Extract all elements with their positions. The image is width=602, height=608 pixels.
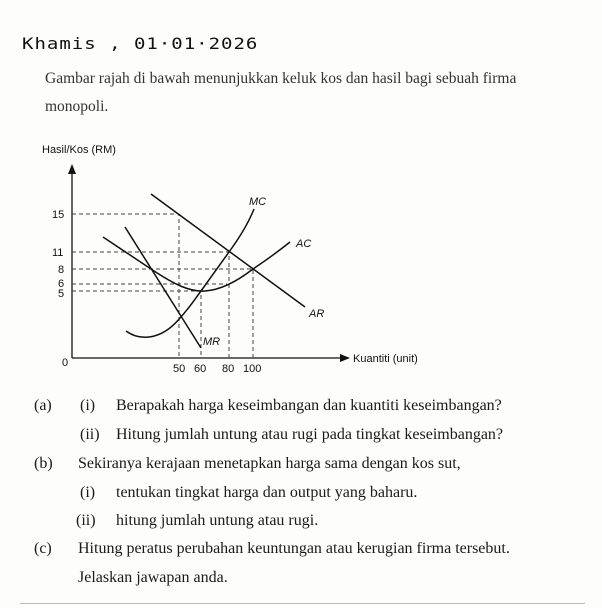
- question-c-text: Hitung peratus perubahan keuntungan atau kerugian firma tersebut.: [78, 540, 510, 557]
- bottom-divider: [20, 603, 585, 604]
- ac-curve: [103, 237, 290, 291]
- y-axis-label: Hasil/Kos (RM): [42, 144, 116, 156]
- question-b-i-label: (i): [80, 484, 96, 501]
- question-b-label: (b): [34, 455, 53, 472]
- mc-label: MC: [249, 196, 267, 208]
- question-a-i-text: Berapakah harga keseimbangan dan kuantiti keseimbangan?: [116, 397, 502, 414]
- y-tick-11: 11: [52, 247, 64, 259]
- intro-line-2: monopoli.: [45, 98, 109, 115]
- mc-curve: [126, 209, 254, 337]
- y-axis-arrow-icon: [68, 164, 76, 174]
- question-b-i-text: tentukan tingkat harga dan output yang baharu.: [116, 484, 418, 501]
- y-tick-5: 5: [58, 288, 65, 300]
- x-axis-arrow-icon: [340, 354, 350, 362]
- question-a-ii-text: Hitung jumlah untung atau rugi pada tingkat keseimbangan?: [116, 426, 504, 443]
- x-tick-100: 100: [243, 363, 262, 375]
- x-tick-80: 80: [222, 363, 235, 375]
- x-tick-60: 60: [194, 363, 207, 375]
- question-a-i-label: (i): [80, 397, 96, 414]
- question-b-ii-text: hitung jumlah untung atau rugi.: [116, 512, 319, 529]
- ac-label: AC: [296, 238, 312, 250]
- x-tick-50: 50: [173, 363, 186, 375]
- y-tick-15: 15: [52, 209, 65, 221]
- y-tick-6: 6: [58, 278, 65, 290]
- question-b-ii-label: (ii): [76, 512, 96, 529]
- origin-label: 0: [62, 357, 69, 369]
- x-axis-label: Kuantiti (unit): [353, 353, 418, 365]
- question-b-text: Sekiranya kerajaan menetapkan harga sama dengan kos sut,: [78, 455, 461, 472]
- y-tick-8: 8: [58, 264, 65, 276]
- handwritten-date-note: Khamis , 01·01·2026: [22, 34, 259, 54]
- question-c-text-2: Jelaskan jawapan anda.: [78, 569, 228, 586]
- question-a-ii-label: (ii): [80, 426, 100, 443]
- mr-label: MR: [203, 336, 221, 348]
- ar-curve: [151, 194, 305, 307]
- question-a-label: (a): [34, 397, 52, 414]
- question-c-label: (c): [34, 540, 52, 557]
- mr-curve: [125, 227, 201, 348]
- ar-label: AR: [309, 308, 325, 320]
- intro-line-1: Gambar rajah di bawah menunjukkan keluk kos dan hasil bagi sebuah firma: [45, 70, 517, 87]
